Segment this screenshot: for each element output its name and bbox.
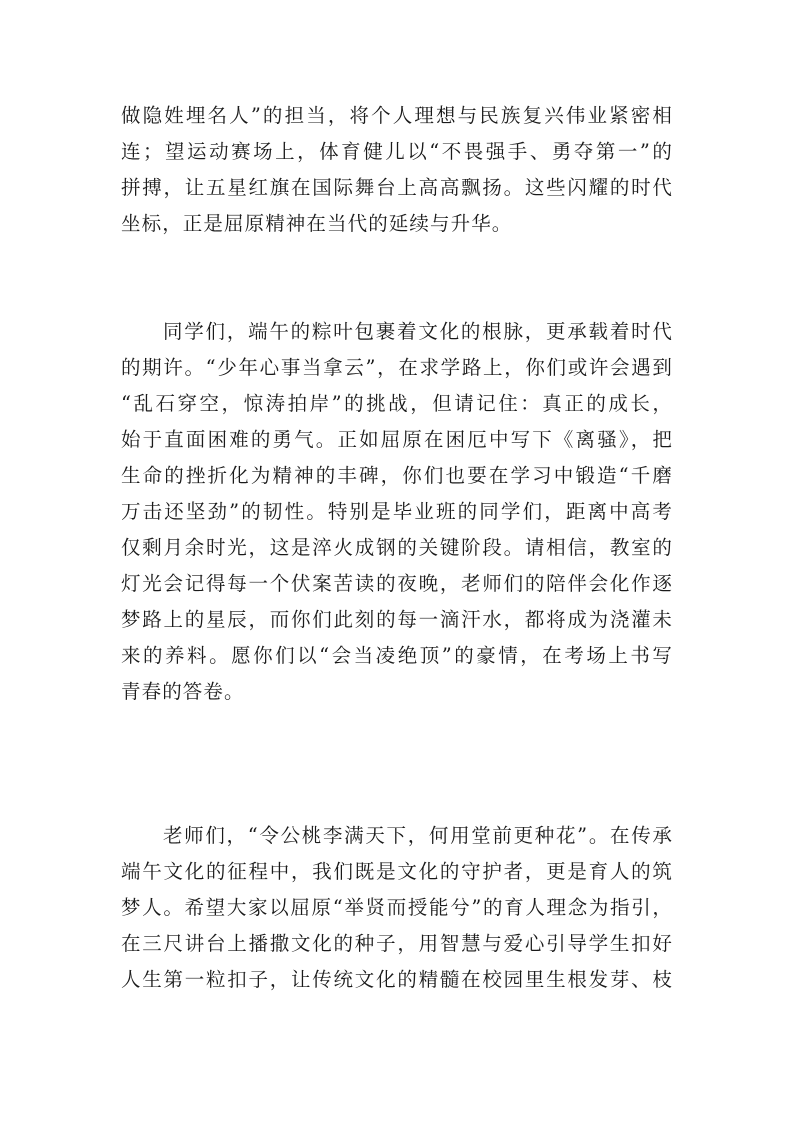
text-line: 来的养料。愿你们以“会当凌绝顶”的豪情，在考场上书写	[121, 644, 673, 667]
text-line: 生命的挫折化为精神的丰碑，你们也要在学习中锻造“千磨	[121, 464, 673, 487]
text-line: 梦人。希望大家以屈原“举贤而授能兮”的育人理念为指引，	[121, 896, 673, 919]
text-line: 拼搏，让五星红旗在国际舞台上高高飘扬。这些闪耀的时代	[121, 176, 673, 199]
text-line: 梦路上的星辰，而你们此刻的每一滴汗水，都将成为浇灌未	[121, 608, 673, 631]
text-line: 青春的答卷。	[121, 680, 245, 703]
paragraph-students	[121, 314, 673, 710]
text-line: 仅剩月余时光，这是淬火成钢的关键阶段。请相信，教室的	[121, 536, 673, 559]
text-line: 做隐姓埋名人”的担当，将个人理想与民族复兴伟业紧密相	[121, 104, 673, 127]
text-line: 老师们，“令公桃李满天下，何用堂前更种花”。在传承	[163, 824, 673, 847]
paragraph-continued	[121, 98, 673, 242]
text-line: 灯光会记得每一个伏案苦读的夜晚，老师们的陪伴会化作逐	[121, 572, 673, 595]
text-line: 连；望运动赛场上，体育健儿以“不畏强手、勇夺第一”的	[121, 140, 673, 163]
text-line: 在三尺讲台上播撒文化的种子，用智慧与爱心引导学生扣好	[121, 932, 673, 955]
text-line: 人生第一粒扣子，让传统文化的精髓在校园里生根发芽、枝	[121, 968, 673, 991]
text-line: 始于直面困难的勇气。正如屈原在困厄中写下《离骚》，把	[121, 428, 673, 451]
text-line: 同学们，端午的粽叶包裹着文化的根脉，更承载着时代	[163, 320, 673, 343]
text-line: 端午文化的征程中，我们既是文化的守护者，更是育人的筑	[121, 860, 673, 883]
text-line: 万击还坚劲”的韧性。特别是毕业班的同学们，距离中高考	[121, 500, 673, 523]
text-line: 坐标，正是屈原精神在当代的延续与升华。	[121, 212, 513, 235]
text-line: “乱石穿空，惊涛拍岸”的挑战，但请记住：真正的成长，	[121, 392, 673, 415]
paragraph-teachers	[121, 818, 673, 998]
text-line: 的期许。“少年心事当拿云”，在求学路上，你们或许会遇到	[121, 356, 673, 379]
